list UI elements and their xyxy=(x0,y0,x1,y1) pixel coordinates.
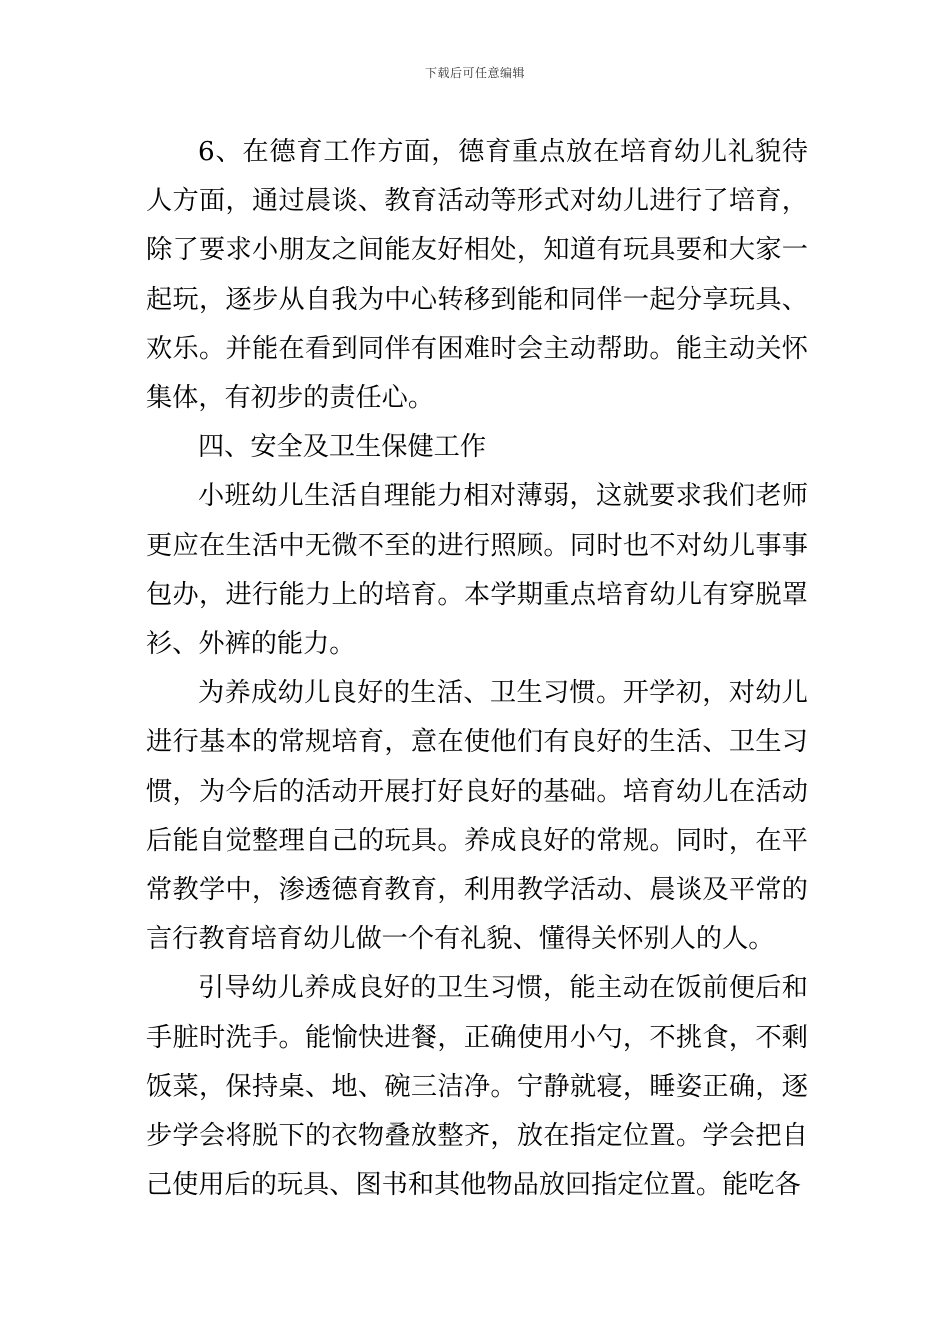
document-body xyxy=(146,128,808,1210)
paragraph-hygiene: 引导幼儿养成良好的卫生习惯，能主动在饭前便后和手脏时洗手。能愉快进餐，正确使用小勺，不挑食，不剩饭菜，保持桌、地、碗三洁净。宁静就寝，睡姿正确，逐步学会将脱下的衣物叠放整齐，放在指定位置。学会把自己使用后的玩具、图书和其他物品放回指定位置。能吃各 xyxy=(146,973,808,1201)
paragraph-moral-education: 6、在德育工作方面，德育重点放在培育幼儿礼貌待人方面，通过晨谈、教育活动等形式对幼儿进行了培育，除了要求小朋友之间能友好相处，知道有玩具要和大家一起玩，逐步从自我为中心转移到能和同伴一起分享玩具、欢乐。并能在看到同伴有困难时会主动帮助。能主动关怀集体，有初步的责任心。 xyxy=(146,137,808,414)
page-header: 下载后可任意编辑 xyxy=(424,66,525,80)
paragraph-self-care: 小班幼儿生活自理能力相对薄弱，这就要求我们老师更应在生活中无微不至的进行照顾。同时也不对幼儿事事包办，进行能力上的培育。本学期重点培育幼儿有穿脱罩衫、外裤的能力。 xyxy=(146,481,808,660)
section-heading-safety-health: 四、安全及卫生保健工作 xyxy=(198,432,487,463)
paragraph-habits: 为养成幼儿良好的生活、卫生习惯。开学初，对幼儿进行基本的常规培育，意在使他们有良好的生活、卫生习惯，为今后的活动开展打好良好的基础。培育幼儿在活动后能自觉整理自己的玩具。养成良好的常规。同时，在平常教学中，渗透德育教育，利用教学活动、晨谈及平常的言行教育培育幼儿做一个有礼貌、懂得关怀别人的人。 xyxy=(146,678,808,955)
